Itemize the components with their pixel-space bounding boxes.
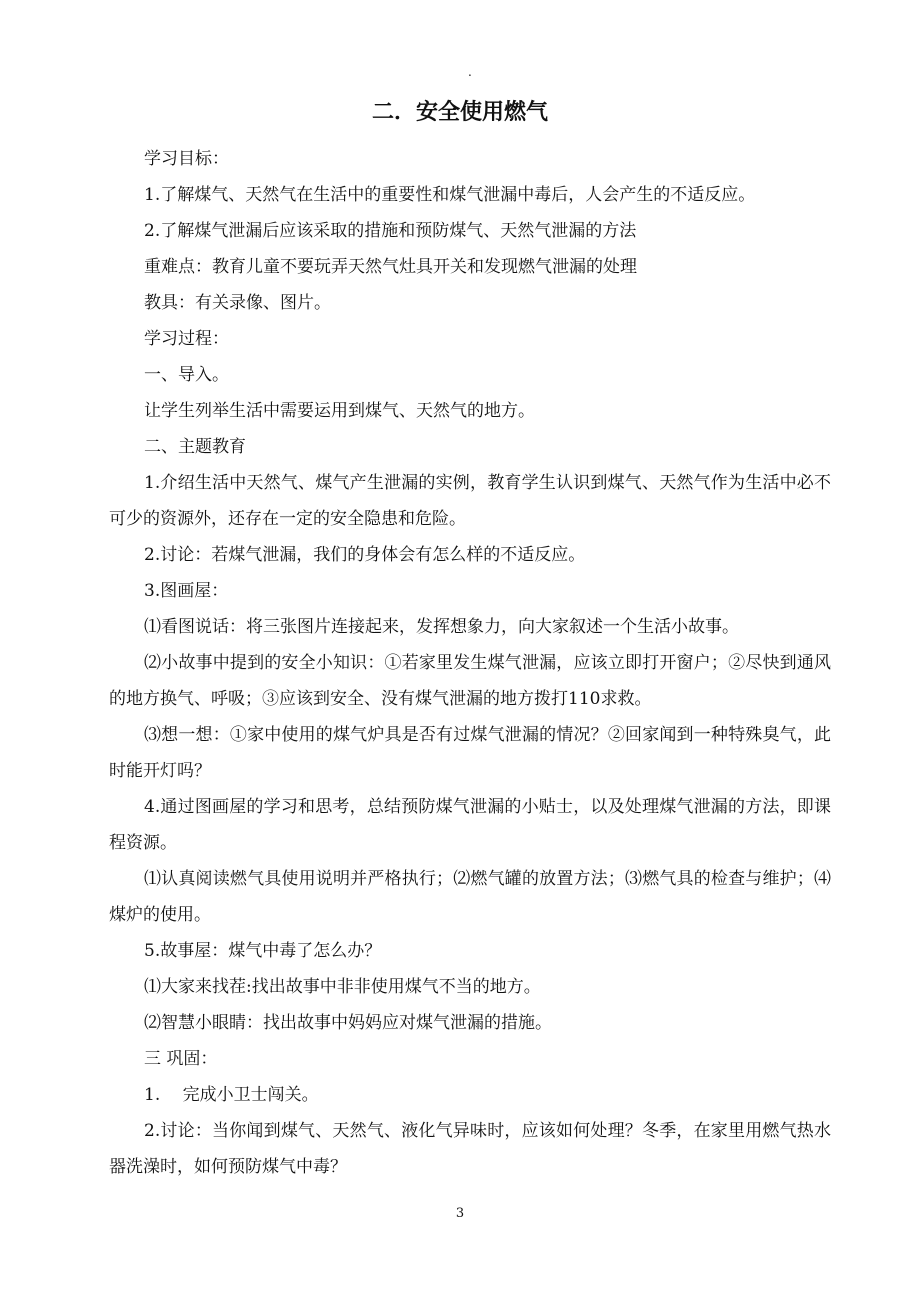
paragraph: 一、导入。 [144,365,229,385]
page-number: 3 [455,1206,465,1221]
paragraph: 2.了解煤气泄漏后应该采取的措施和预防煤气、天然气泄漏的方法 [144,221,637,241]
paragraph: 4.通过图画屋的学习和思考，总结预防煤气泄漏的小贴士，以及处理煤气泄漏的方法，即课程资源。 [109,797,831,853]
paragraph: ⑴大家来找茬:找出故事中非非使用煤气不当的地方。 [144,977,541,997]
paragraph: 3.图画屋： [144,581,229,601]
paragraph: ⑴看图说话：将三张图片连接起来，发挥想象力，向大家叙述一个生活小故事。 [144,617,739,637]
paragraph: 二、主题教育 [144,437,246,457]
paragraph: 让学生列举生活中需要运用到煤气、天然气的地方。 [144,401,535,421]
paragraph: 2.讨论：当你闻到煤气、天然气、液化气异味时，应该如何处理？冬季，在家里用燃气热水器洗澡时，如何预防煤气中毒？ [109,1121,831,1177]
paragraph: 教具：有关录像、图片。 [144,293,331,313]
paragraph: 重难点：教育儿童不要玩弄天然气灶具开关和发现燃气泄漏的处理 [144,257,637,277]
paragraph: 1.了解煤气、天然气在生活中的重要性和煤气泄漏中毒后，人会产生的不适反应。 [144,185,756,205]
paragraph: ⑵小故事中提到的安全小知识：①若家里发生煤气泄漏，应该立即打开窗户；②尽快到通风的地方换气、呼吸；③应该到安全、没有煤气泄漏的地方拨打110求救。 [109,653,831,709]
page-title: 二．安全使用燃气 [371,100,548,125]
header-dot: . [468,65,472,79]
paragraph: 学习目标： [144,149,229,169]
paragraph: 三 巩固： [144,1049,218,1069]
paragraph: 学习过程： [144,329,229,349]
paragraph: 1.介绍生活中天然气、煤气产生泄漏的实例，教育学生认识到煤气、天然气作为生活中必不可少的资源外，还存在一定的安全隐患和危险。 [109,473,831,529]
paragraph: ⑶想一想：①家中使用的煤气炉具是否有过煤气泄漏的情况？②回家闻到一种特殊臭气，此时能开灯吗？ [109,725,831,781]
paragraph: ⑵智慧小眼睛：找出故事中妈妈应对煤气泄漏的措施。 [144,1013,552,1033]
paragraph: ⑴认真阅读燃气具使用说明并严格执行；⑵燃气罐的放置方法；⑶燃气具的检查与维护；⑷煤炉的使用。 [109,869,831,925]
paragraph: 5.故事屋：煤气中毒了怎么办？ [144,941,382,961]
paragraph: 1. 完成小卫士闯关。 [144,1085,319,1105]
paragraph: 2.讨论：若煤气泄漏，我们的身体会有怎么样的不适反应。 [144,545,586,565]
body-text [109,141,831,1185]
